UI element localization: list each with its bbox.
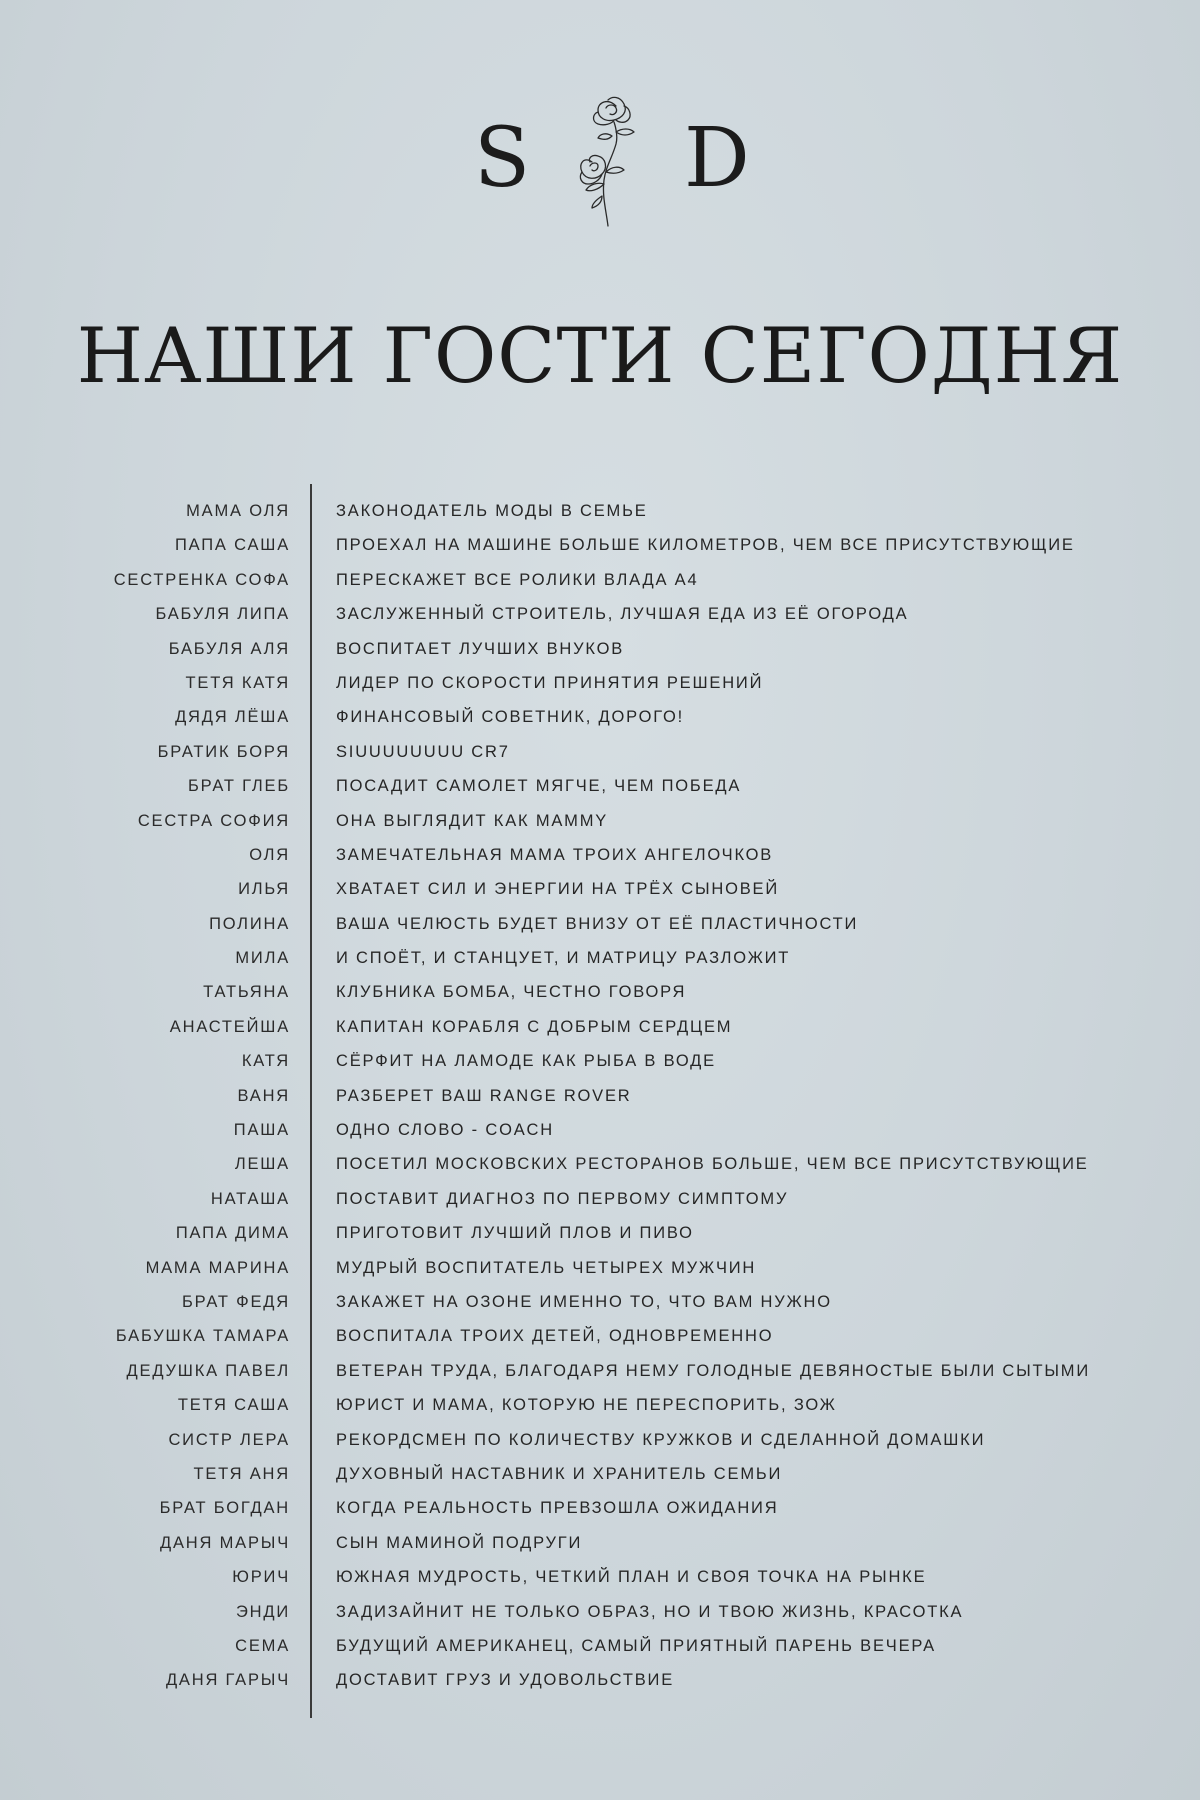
- guest-name: БРАТ ФЕДЯ: [182, 1292, 290, 1311]
- monogram-letter-left: S: [474, 111, 531, 206]
- guest-description: ХВАТАЕТ СИЛ И ЭНЕРГИИ НА ТРЁХ СЫНОВЕЙ: [336, 880, 779, 899]
- guest-name: МАМА ОЛЯ: [186, 502, 290, 520]
- guest-name: БАБУЛЯ ЛИПА: [155, 605, 290, 624]
- guest-row: [0, 1493, 1200, 1527]
- monogram-letter-right: D: [684, 111, 750, 206]
- guest-row: [0, 874, 1200, 908]
- guest-row: [0, 943, 1200, 977]
- guest-name: ПАПА ДИМА: [175, 1224, 290, 1243]
- guest-name: БАБУЛЯ АЛЯ: [168, 639, 290, 658]
- guest-description: ЛИДЕР ПО СКОРОСТИ ПРИНЯТИЯ РЕШЕНИЙ: [336, 673, 764, 692]
- guest-description: ЗАКАЖЕТ НА ОЗОНЕ ИМЕННО ТО, ЧТО ВАМ НУЖНО: [336, 1292, 832, 1311]
- guest-name: ПАША: [233, 1121, 290, 1140]
- guest-row: [0, 1012, 1200, 1046]
- guest-name: СЕСТРЕНКА СОФА: [113, 570, 290, 589]
- guest-name: ЭНДИ: [235, 1602, 290, 1621]
- guest-description: ДУХОВНЫЙ НАСТАВНИК И ХРАНИТЕЛЬ СЕМЬИ: [336, 1464, 783, 1483]
- guest-description: ПОСТАВИТ ДИАГНОЗ ПО ПЕРВОМУ СИМПТОМУ: [336, 1189, 789, 1208]
- guest-row: [0, 806, 1200, 840]
- guest-description: ПРИГОТОВИТ ЛУЧШИЙ ПЛОВ И ПИВО: [336, 1224, 694, 1243]
- guest-description: СЫН МАМИНОЙ ПОДРУГИ: [336, 1533, 583, 1552]
- guest-row: [0, 1425, 1200, 1459]
- guest-row: [0, 737, 1200, 771]
- guest-row: [0, 634, 1200, 668]
- guest-row: [0, 530, 1200, 564]
- page-title: НАШИ ГОСТИ СЕГОДНЯ: [76, 311, 1124, 400]
- guest-row: [0, 1390, 1200, 1424]
- guest-row: [0, 1081, 1200, 1115]
- guest-description: БУДУЩИЙ АМЕРИКАНЕЦ, САМЫЙ ПРИЯТНЫЙ ПАРЕНЬ ВЕЧЕРА: [336, 1636, 936, 1655]
- guest-description: СЁРФИТ НА ЛАМОДЕ КАК РЫБА В ВОДЕ: [336, 1052, 716, 1071]
- guest-description: МУДРЫЙ ВОСПИТАТЕЛЬ ЧЕТЫРЕХ МУЖЧИН: [336, 1258, 757, 1277]
- guest-name: ИЛЬЯ: [238, 880, 290, 899]
- guest-description: ПОСЕТИЛ МОСКОВСКИХ РЕСТОРАНОВ БОЛЬШЕ, ЧЕМ ВСЕ ПРИСУТСТВУЮЩИЕ: [336, 1155, 1089, 1174]
- rose-flower-icon: [572, 92, 644, 228]
- guest-name: СЕСТРА СОФИЯ: [137, 811, 290, 830]
- guest-description: ВОСПИТАЛА ТРОИХ ДЕТЕЙ, ОДНОВРЕМЕННО: [336, 1327, 774, 1346]
- guest-list: [0, 496, 1200, 1700]
- guest-description: ПЕРЕСКАЖЕТ ВСЕ РОЛИКИ ВЛАДА А4: [336, 570, 699, 589]
- guest-row: [0, 1287, 1200, 1321]
- guest-description: ОНА ВЫГЛЯДИТ КАК MAMMY: [336, 811, 609, 830]
- guest-row: [0, 1149, 1200, 1183]
- guest-name: ТЕТЯ КАТЯ: [185, 673, 290, 692]
- guest-row: [0, 599, 1200, 633]
- guest-description: КЛУБНИКА БОМБА, ЧЕСТНО ГОВОРЯ: [336, 983, 687, 1002]
- guest-row: [0, 496, 1200, 530]
- guest-row: [0, 565, 1200, 599]
- guest-name: СЕМА: [235, 1636, 290, 1655]
- guest-row: [0, 840, 1200, 874]
- guest-name: СИСТР ЛЕРА: [168, 1430, 290, 1449]
- guest-description: ДОСТАВИТ ГРУЗ И УДОВОЛЬСТВИЕ: [336, 1671, 674, 1690]
- guest-name: ДАНЯ МАРЫЧ: [160, 1533, 290, 1552]
- guest-row: [0, 1562, 1200, 1596]
- guest-row: [0, 771, 1200, 805]
- guest-name: ЮРИЧ: [232, 1568, 290, 1587]
- guest-row: [0, 1631, 1200, 1665]
- guest-description: РЕКОРДСМЕН ПО КОЛИЧЕСТВУ КРУЖКОВ И СДЕЛАННОЙ ДОМАШКИ: [336, 1430, 986, 1449]
- guest-row: [0, 1597, 1200, 1631]
- guest-description: ПРОЕХАЛ НА МАШИНЕ БОЛЬШЕ КИЛОМЕТРОВ, ЧЕМ ВСЕ ПРИСУТСТВУЮЩИЕ: [336, 536, 1075, 555]
- guest-name: ДЕДУШКА ПАВЕЛ: [126, 1361, 290, 1380]
- guest-description: SIUUUUUUUU CR7: [336, 742, 510, 761]
- guest-name: АНАСТЕЙША: [169, 1017, 290, 1036]
- guest-description: И СПОЁТ, И СТАНЦУЕТ, И МАТРИЦУ РАЗЛОЖИТ: [336, 949, 791, 968]
- guest-row: [0, 977, 1200, 1011]
- guest-name: БРАТИК БОРЯ: [157, 742, 290, 761]
- guest-row: [0, 668, 1200, 702]
- guest-description: ЗАДИЗАЙНИТ НЕ ТОЛЬКО ОБРАЗ, НО И ТВОЮ ЖИЗНЬ, КРАСОТКА: [336, 1602, 964, 1621]
- guest-row: [0, 1459, 1200, 1493]
- guest-name: ТЕТЯ АНЯ: [193, 1464, 290, 1483]
- monogram: [0, 0, 1200, 240]
- guest-row: [0, 1321, 1200, 1355]
- guest-row: [0, 1665, 1200, 1699]
- guest-description: РАЗБЕРЕТ ВАШ RANGE ROVER: [336, 1086, 632, 1105]
- guest-name: КАТЯ: [241, 1052, 290, 1071]
- guest-name: БАБУШКА ТАМАРА: [115, 1327, 290, 1346]
- guest-description: КОГДА РЕАЛЬНОСТЬ ПРЕВЗОШЛА ОЖИДАНИЯ: [336, 1499, 779, 1518]
- guest-name: БРАТ БОГДАН: [159, 1499, 290, 1518]
- guest-name: НАТАША: [210, 1189, 290, 1208]
- guest-description: ФИНАНСОВЫЙ СОВЕТНИК, ДОРОГО!: [336, 708, 685, 727]
- guest-name: МИЛА: [235, 949, 290, 968]
- guest-name: ЛЕША: [234, 1155, 290, 1174]
- guest-row: [0, 1218, 1200, 1252]
- guest-description: ВАША ЧЕЛЮСТЬ БУДЕТ ВНИЗУ ОТ ЕЁ ПЛАСТИЧНОСТИ: [336, 914, 859, 933]
- guest-row: [0, 1046, 1200, 1080]
- guest-description: КАПИТАН КОРАБЛЯ С ДОБРЫМ СЕРДЦЕМ: [336, 1017, 733, 1036]
- guest-description: ЮРИСТ И МАМА, КОТОРУЮ НЕ ПЕРЕСПОРИТЬ, ЗОЖ: [336, 1396, 837, 1415]
- guest-row: [0, 1528, 1200, 1562]
- guest-name: ТАТЬЯНА: [203, 983, 290, 1002]
- guest-name: БРАТ ГЛЕБ: [188, 777, 290, 796]
- guest-row: [0, 1115, 1200, 1149]
- guest-row: [0, 909, 1200, 943]
- guest-description: ВЕТЕРАН ТРУДА, БЛАГОДАРЯ НЕМУ ГОЛОДНЫЕ ДЕВЯНОСТЫЕ БЫЛИ СЫТЫМИ: [336, 1361, 1091, 1380]
- guest-name: ТЕТЯ САША: [177, 1396, 290, 1415]
- guest-row: [0, 1253, 1200, 1287]
- guest-description: ЗАМЕЧАТЕЛЬНАЯ МАМА ТРОИХ АНГЕЛОЧКОВ: [336, 845, 774, 864]
- guest-description: ЗАСЛУЖЕННЫЙ СТРОИТЕЛЬ, ЛУЧШАЯ ЕДА ИЗ ЕЁ ОГОРОДА: [336, 605, 909, 624]
- guest-row: [0, 702, 1200, 736]
- guest-description: ВОСПИТАЕТ ЛУЧШИХ ВНУКОВ: [336, 639, 625, 658]
- guest-row: [0, 1184, 1200, 1218]
- guest-name: ДАНЯ ГАРЫЧ: [165, 1671, 290, 1690]
- guest-name: ДЯДЯ ЛЁША: [175, 708, 290, 727]
- guest-description: ЗАКОНОДАТЕЛЬ МОДЫ В СЕМЬЕ: [336, 502, 648, 520]
- guest-description: ПОСАДИТ САМОЛЕТ МЯГЧЕ, ЧЕМ ПОБЕДА: [336, 777, 742, 796]
- guest-name: ВАНЯ: [237, 1086, 290, 1105]
- guest-name: ПОЛИНА: [209, 914, 290, 933]
- guest-description: ЮЖНАЯ МУДРОСТЬ, ЧЕТКИЙ ПЛАН И СВОЯ ТОЧКА НА РЫНКЕ: [336, 1568, 927, 1587]
- guest-description: ОДНО СЛОВО - COACH: [336, 1121, 554, 1140]
- guest-name: ОЛЯ: [249, 845, 290, 864]
- guest-name: ПАПА САША: [174, 536, 290, 555]
- guest-name: МАМА МАРИНА: [145, 1258, 290, 1277]
- guest-row: [0, 1356, 1200, 1390]
